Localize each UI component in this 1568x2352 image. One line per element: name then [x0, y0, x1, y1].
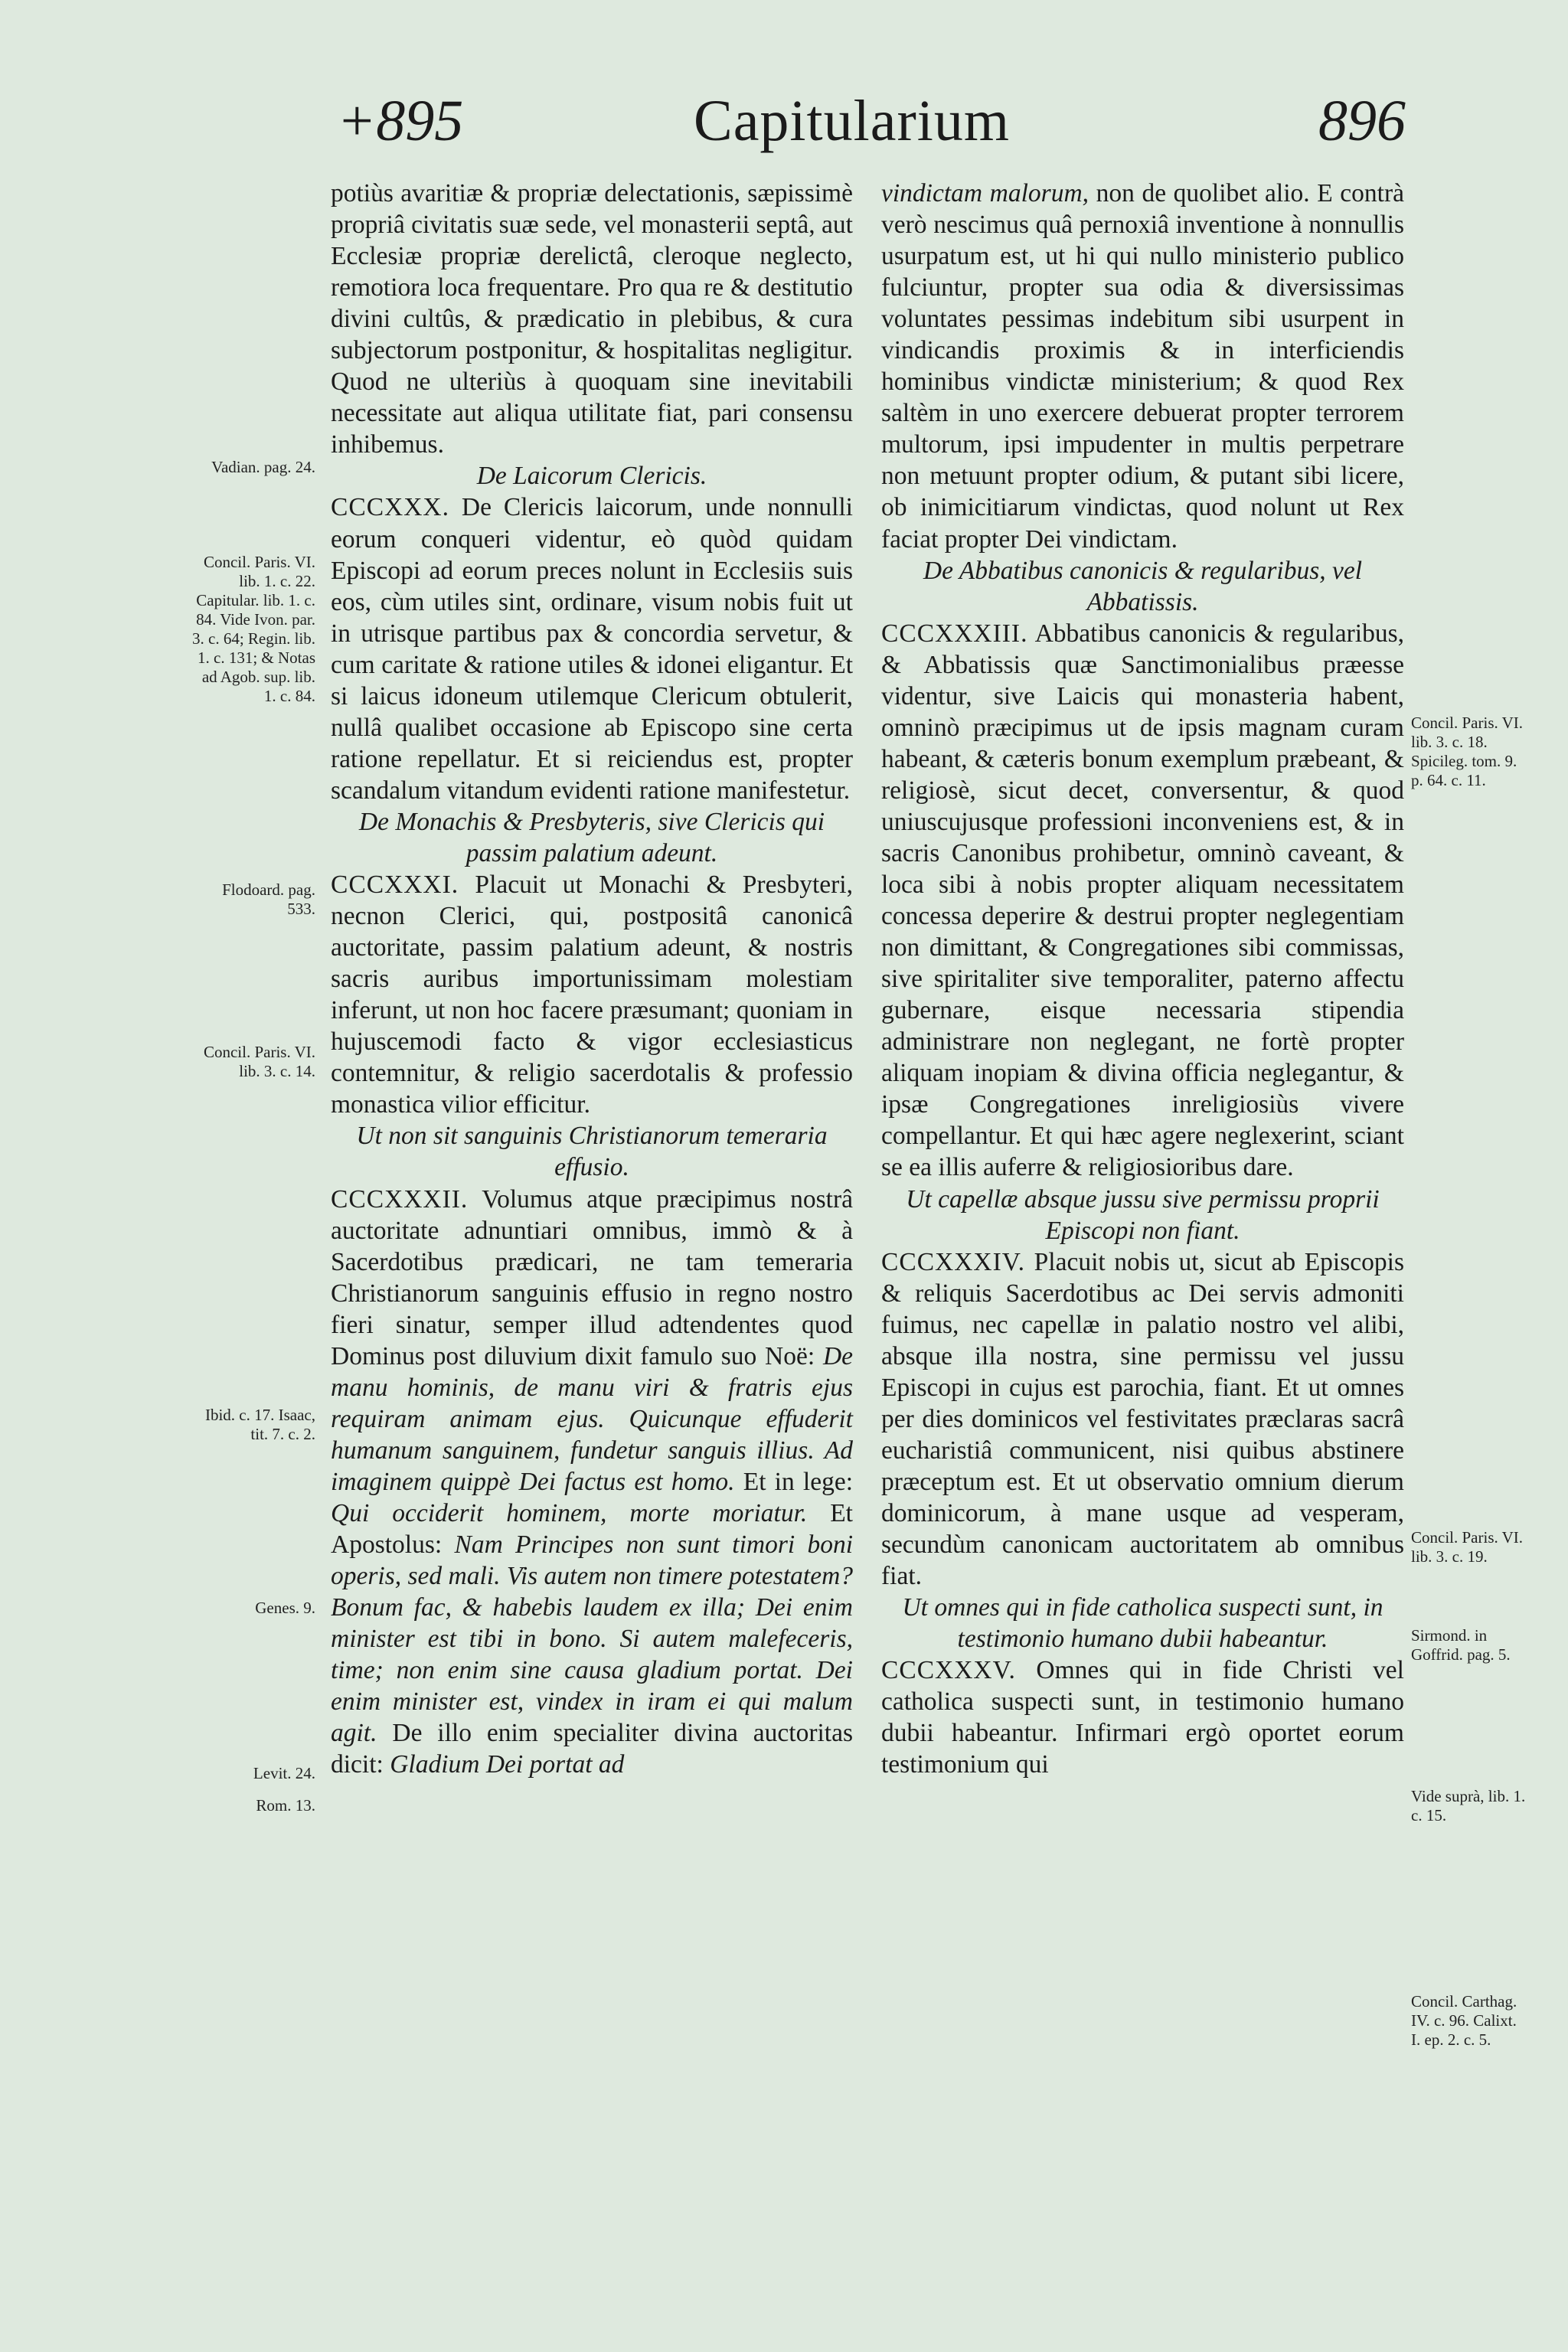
margin-note: Ibid. c. 17. Isaac, tit. 7. c. 2.	[204, 1406, 315, 1443]
margin-note: Rom. 13.	[256, 1796, 315, 1815]
margin-note: Concil. Paris. VI. lib. 3. c. 18. Spicileg. tom. 9. p. 64. c. 11.	[1411, 714, 1524, 789]
section-rubric: De Abbatibus canonicis & regularibus, vel Abbatissis.	[923, 556, 1363, 616]
left-page-number: +895	[337, 89, 464, 153]
section-rubric: Ut omnes qui in fide catholica suspecti sunt, in testimonio humano dubii habeantur.	[902, 1593, 1383, 1654]
scripture-quote: Qui occiderit hominem, morte moriatur.	[331, 1498, 808, 1527]
right-text-column	[881, 178, 1404, 1780]
canon-paragraph: CCCXXXIV. Placuit nobis ut, sicut ab Episcopis & reliquis Sacerdotibus ac Dei servis admoniti fuimus, nec capellæ in palatio nostro vel alibi, absque illa nostra, sine permissu vel jussu Episcopi in cujus est parochia, fiant. Et ut omnes per dies dominicos vel festivitates præclaras sacrâ eucharistiâ communicent, nisi quibus abstinere præceptum est. Et ut observatio omnium dierum dominicorum, à mane usque ad vesperam, secundùm canonicam auctoritatem ab omnibus fiat.	[881, 1247, 1404, 1591]
left-text-column	[331, 178, 853, 1780]
scripture-quote: De manu hominis, de manu viri & fratris ejus requiram animam ejus. Quicunque effuderit humanum sanguinem, fundetur sanguis illius. Ad imaginem quippè Dei factus est homo.	[331, 1341, 854, 1496]
section-rubric: Ut non sit sanguinis Christianorum temeraria effusio.	[356, 1122, 828, 1182]
margin-note: Flodoard. pag. 533.	[222, 880, 315, 918]
running-title: Capitularium	[694, 89, 1011, 153]
canon-number: CCCXXXV.	[881, 1656, 1016, 1685]
margin-note: Concil. Paris. VI. lib. 1. c. 22. Capitular. lib. 1. c. 84. Vide Ivon. par. 3. c. 64; Regin. lib. 1. c. 131; & Notas ad Agob. sup. lib. 1. c. 84.	[192, 553, 315, 705]
margin-note: Levit. 24.	[253, 1764, 315, 1782]
canon-paragraph: CCCXXXI. Placuit ut Monachi & Presbyteri, necnon Clerici, qui, postpositâ canonicâ auctoritate, passim palatium adeunt, & nostris sacris auribus importunissimam molestiam inferunt, ut non hoc facere præsumant; quoniam in hujuscemodi facto & vigor ecclesiasticus contemnitur, & religio sacerdotalis & professio monastica vilior efficitur.	[331, 871, 853, 1119]
canon-paragraph: CCCXXXIII. Abbatibus canonicis & regularibus, & Abbatissis quæ Sanctimonialibus præesse videntur, sive Laicis qui monasteria habent, omninò præcipimus ut de ipsis magnam curam habeant, & cæteris bonum exemplum præbeant, & religiosè, sicut decet, conversentur, & quod uniuscujusque professioni inconveniens est, & in sacris Canonibus prohibetur, omninò caveant, & loca sibi à nobis propter aliquam necessitatem concessa deperire & destrui propter neglegentiam non dimittant, & Congregationes sibi commissas, sive spiritaliter sive temporaliter, paterno affectu gubernare, eisque necessaria stipendia administrare non neglegant, ne fortè propter aliquam inopiam & divina officia neglegantur, & ipsæ Congregationes inreligiosiùs vivere compellantur. Et qui hæc agere neglexerint, sciant se ea illis auferre & religiosioribus dare.	[881, 619, 1404, 1182]
section-rubric: De Monachis & Presbyteris, sive Clericis qui passim palatium adeunt.	[358, 807, 825, 867]
canon-paragraph: CCCXXXII. Volumus atque præcipimus nostrâ auctoritate adnuntiari omnibus, immò & à Sacerdotibus prædicari, ne tam temeraria Christianorum sanguinis effusio in regno nostro fieri sinatur, semper illud adtendentes quod Dominus post diluvium dixit famulo suo Noë: De manu hominis, de manu viri & fratris ejus requiram animam ejus. Quicunque effuderit humanum sanguinem, fundetur sanguis illius. Ad imaginem quippè Dei factus est homo. Et in lege: Qui occiderit hominem, morte moriatur. Et Apostolus: Nam Principes non sunt timori boni operis, sed mali. Vis autem non timere potestatem? Bonum fac, & habebis laudem ex illa; Dei enim minister est tibi in bono. Si autem malefeceris, time; non enim sine causa gladium portat. Dei enim minister est, vindex in iram ei qui malum agit. De illo enim specialiter divina auctoritas dicit: Gladium Dei portat ad	[331, 1184, 854, 1779]
canon-number: CCCXXXIV.	[881, 1247, 1026, 1276]
scripture-quote: Gladium Dei portat ad	[390, 1750, 625, 1779]
canon-number: CCCXXXI.	[331, 871, 459, 900]
section-rubric: De Laicorum Clericis.	[476, 462, 707, 491]
margin-note: Concil. Carthag. IV. c. 96. Calixt. I. ep. 2. c. 5.	[1411, 1992, 1517, 2049]
margin-note: Concil. Paris. VI. lib. 3. c. 19.	[1411, 1528, 1524, 1566]
scripture-quote: vindictam malorum,	[881, 179, 1089, 207]
section-rubric: Ut capellæ absque jussu sive permissu proprii Episcopi non fiant.	[906, 1184, 1380, 1245]
right-page-number: 896	[1318, 89, 1406, 153]
margin-note: Genes. 9.	[255, 1599, 315, 1617]
canon-paragraph: CCCXXXV. Omnes qui in fide Christi vel catholica suspecti sunt, in testimonio humano dubii habeantur. Infirmari ergò oportet eorum testimonium qui	[881, 1656, 1404, 1779]
canon-number: CCCXXXII.	[331, 1184, 469, 1214]
canon-paragraph: CCCXXX. De Clericis laicorum, unde nonnulli eorum conqueri videntur, eò quòd quidam Episcopi ad eorum preces nolunt in Ecclesiis suis eos, cùm utiles sint, ordinare, visum nobis fuit ut in utrisque partibus pax & concordia servetur, & cum caritate & ratione utiles & idonei eligantur. Et si laicus idoneum utilemque Clericum obtulerit, nullâ qualibet occasione ab Episcopo sine certa ratione repellatur. Et si reiciendus est, propter scandalum vitandum evidenti ratione manifestetur.	[331, 493, 853, 805]
margin-note: Sirmond. in Goffrid. pag. 5.	[1411, 1626, 1511, 1664]
canon-number: CCCXXX.	[331, 493, 449, 522]
margin-note: Vide suprà, lib. 1. c. 15.	[1411, 1787, 1526, 1824]
scripture-quote: Nam Principes non sunt timori boni operis, sed mali. Vis autem non timere potestatem? Bonum fac, & habebis laudem ex illa; Dei enim minister est tibi in bono. Si autem malefeceris, time; non enim sine causa gladium portat. Dei enim minister est, vindex in iram ei qui malum agit.	[331, 1530, 854, 1748]
margin-note: Concil. Paris. VI. lib. 3. c. 14.	[203, 1043, 315, 1080]
paragraph: vindictam malorum, non de quolibet alio. E contrà verò nescimus quâ pernoxiâ inventione à nonnullis usurpatum est, ut hi qui nullo ministerio publico fulciuntur, propter sua odia & diversissimas voluntates pessimas indebitum sibi usurpent in vindicandis proximis & in interficiendis hominibus vindictæ ministerium; & quod Rex saltèm in uno exercere debuerat propter terrorem multorum, ipsi impudenter in multis perpetrare non metuunt propter odium, & putant sibi licere, ob inimicitiarum vindictas, quod nolunt ut Rex faciat propter Dei vindictam.	[881, 179, 1404, 554]
paragraph: potiùs avaritiæ & propriæ delectationis, sæpissimè propriâ civitatis suæ sede, vel monasterii septâ, aut Ecclesiæ propriæ derelictâ, cleroque neglecto, remotiora loca frequentare. Pro qua re & destitutio divini cultûs, & prædicatio in plebibus, & cura subjectorum postponitur, & hospitalitas negligitur. Quod ne ulteriùs à quoquam sine inevitabili necessitate aut aliqua utilitate fiat, pari consensu inhibemus.	[331, 179, 853, 459]
canon-number: CCCXXXIII.	[881, 619, 1028, 648]
margin-note: Vadian. pag. 24.	[211, 458, 315, 476]
